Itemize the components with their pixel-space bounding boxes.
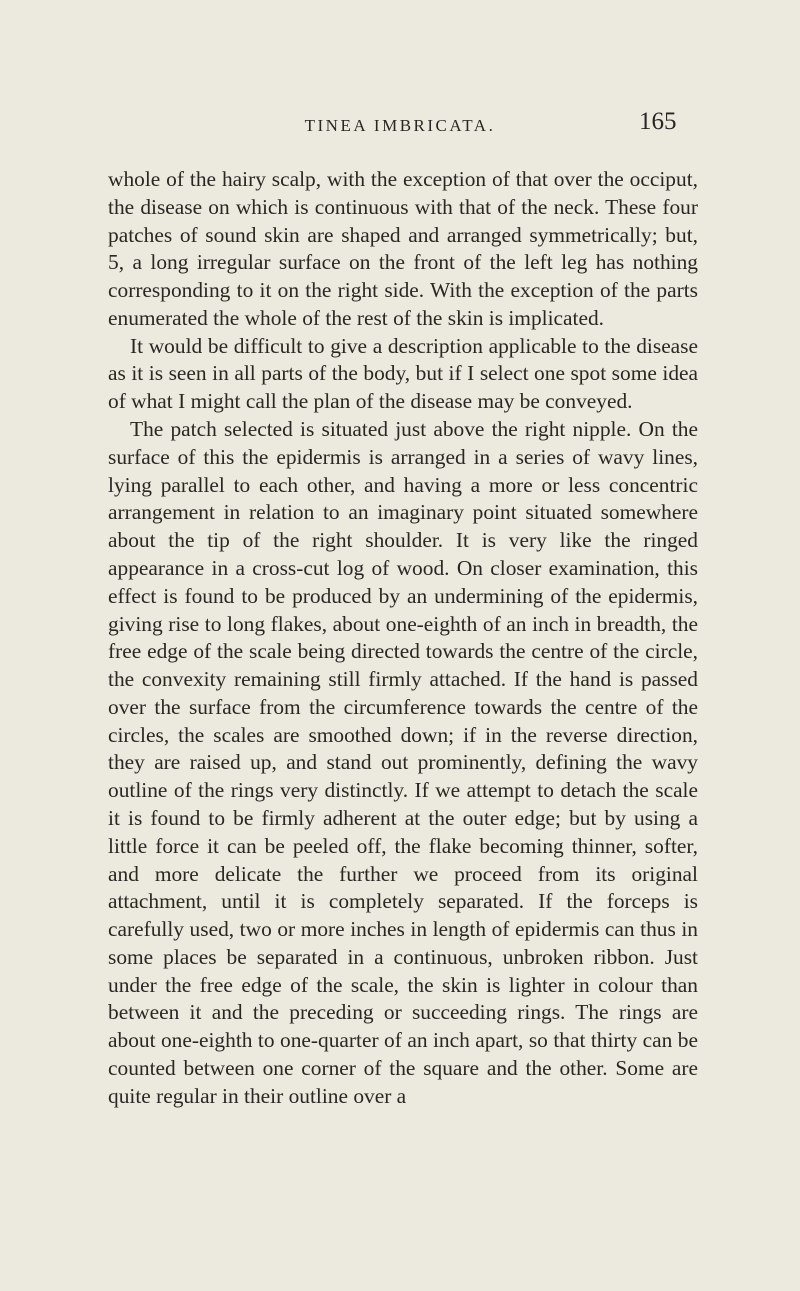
body-text xyxy=(108,166,698,1111)
running-title: TINEA IMBRICATA. xyxy=(304,116,496,135)
paragraph-continuation: whole of the hairy scalp, with the exception of that over the occiput, the disease on which is continuous with that of the neck. These four patches of sound skin are shaped and arranged symmetrically; but, 5, a long irregular surface on the front of the left leg has nothing corresponding to it on the right side. With the exception of the parts enumerated the whole of the rest of the skin is implicated. xyxy=(108,167,698,330)
page-number: 165 xyxy=(639,108,677,135)
running-head xyxy=(0,110,800,150)
paragraph-description-intro: It would be difficult to give a description applicable to the disease as it is seen in all parts of the body, but if I select one spot some idea of what I might call the plan of the disease may be conveyed. xyxy=(108,333,698,414)
paragraph-patch-description: The patch selected is situated just above the right nipple. On the surface of this the epidermis is arranged in a series of wavy lines, lying parallel to each other, and having a more or less concentric arrangement in relation to an imaginary point situated somewhere about the tip of the right shoulder. It is very like the ringed appearance in a cross-cut log of wood. On closer examination, this effect is found to be produced by an undermining of the epidermis, giving rise to long flakes, about one-eighth of an inch in breadth, the free edge of the scale being directed towards the centre of the circle, the convexity remaining still firmly attached. If the hand is passed over the surface from the circumference towards the centre of the circles, the scales are smoothed down; if in the reverse direction, they are raised up, and stand out prominently, defining the wavy outline of the rings very distinctly. If we attempt to detach the scale it is found to be firmly adherent at the outer edge; but by using a little force it can be peeled off, the flake becoming thinner, softer, and more delicate the further we proceed from its original attachment, until it is completely separated. If the forceps is carefully used, two or more inches in length of epidermis can thus in some places be separated in a continuous, unbroken ribbon. Just under the free edge of the scale, the skin is lighter in colour than between it and the preceding or succeeding rings. The rings are about one-eighth to one-quarter of an inch apart, so that thirty can be counted between one corner of the square and the other. Some are quite regular in their outline over a xyxy=(108,417,698,1108)
